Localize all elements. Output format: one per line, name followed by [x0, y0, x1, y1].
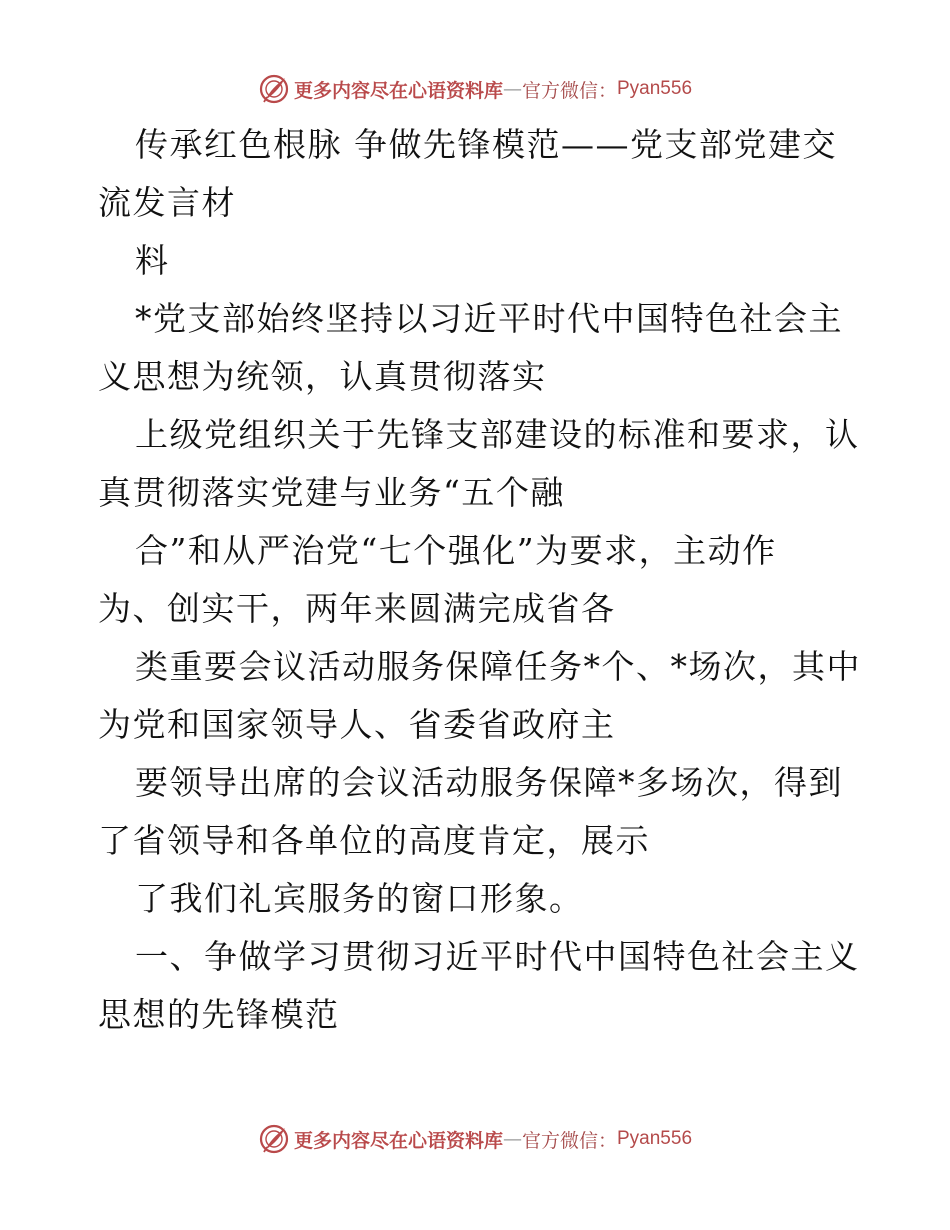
watermark-dash: — — [502, 78, 522, 100]
text-line: 传承红色根脉 争做先锋模范——党支部党建交 — [135, 125, 837, 164]
text-line: 上级党组织关于先锋支部建设的标准和要求，认 — [135, 415, 860, 454]
text-line: *党支部始终坚持以习近平时代中国特色社会主 — [135, 299, 843, 338]
text-line: 为、创实干，两年来圆满完成省各 — [98, 589, 616, 628]
feather-logo-icon — [258, 73, 290, 105]
text-line: 真贯彻落实党建与业务“五个融 — [98, 473, 565, 512]
text-line: 为党和国家领导人、省委省政府主 — [98, 705, 616, 744]
watermark-dash: — — [502, 1128, 522, 1150]
section-heading-continued: 思想的先锋模范 — [98, 995, 340, 1034]
text-line: 了省领导和各单位的高度肯定，展示 — [98, 821, 650, 860]
text-line: 合”和从严治党“七个强化”为要求，主动作 — [135, 531, 777, 570]
feather-logo-icon — [258, 1123, 290, 1155]
header-watermark — [0, 72, 950, 106]
section-heading: 一、争做学习贯彻习近平时代中国特色社会主义 — [135, 937, 860, 976]
footer-watermark — [0, 1122, 950, 1156]
watermark-site-text: 更多内容尽在心语资料库 — [293, 79, 503, 102]
watermark-wechat-label: 官方微信： — [521, 1129, 617, 1152]
text-line: 料 — [135, 241, 170, 280]
document-body — [98, 116, 861, 1044]
text-line: 类重要会议活动服务保障任务*个、*场次，其中 — [135, 647, 861, 686]
text-line: 了我们礼宾服务的窗口形象。 — [135, 879, 584, 918]
text-line: 流发言材 — [98, 183, 236, 222]
text-line: 要领导出席的会议活动服务保障*多场次，得到 — [135, 763, 843, 802]
watermark-site-text: 更多内容尽在心语资料库 — [293, 1129, 503, 1152]
watermark-wechat-id: Pyan556 — [617, 78, 693, 99]
text-line: 义思想为统领，认真贯彻落实 — [98, 357, 547, 396]
watermark-wechat-label: 官方微信： — [521, 79, 617, 102]
watermark-wechat-id: Pyan556 — [617, 1128, 693, 1149]
